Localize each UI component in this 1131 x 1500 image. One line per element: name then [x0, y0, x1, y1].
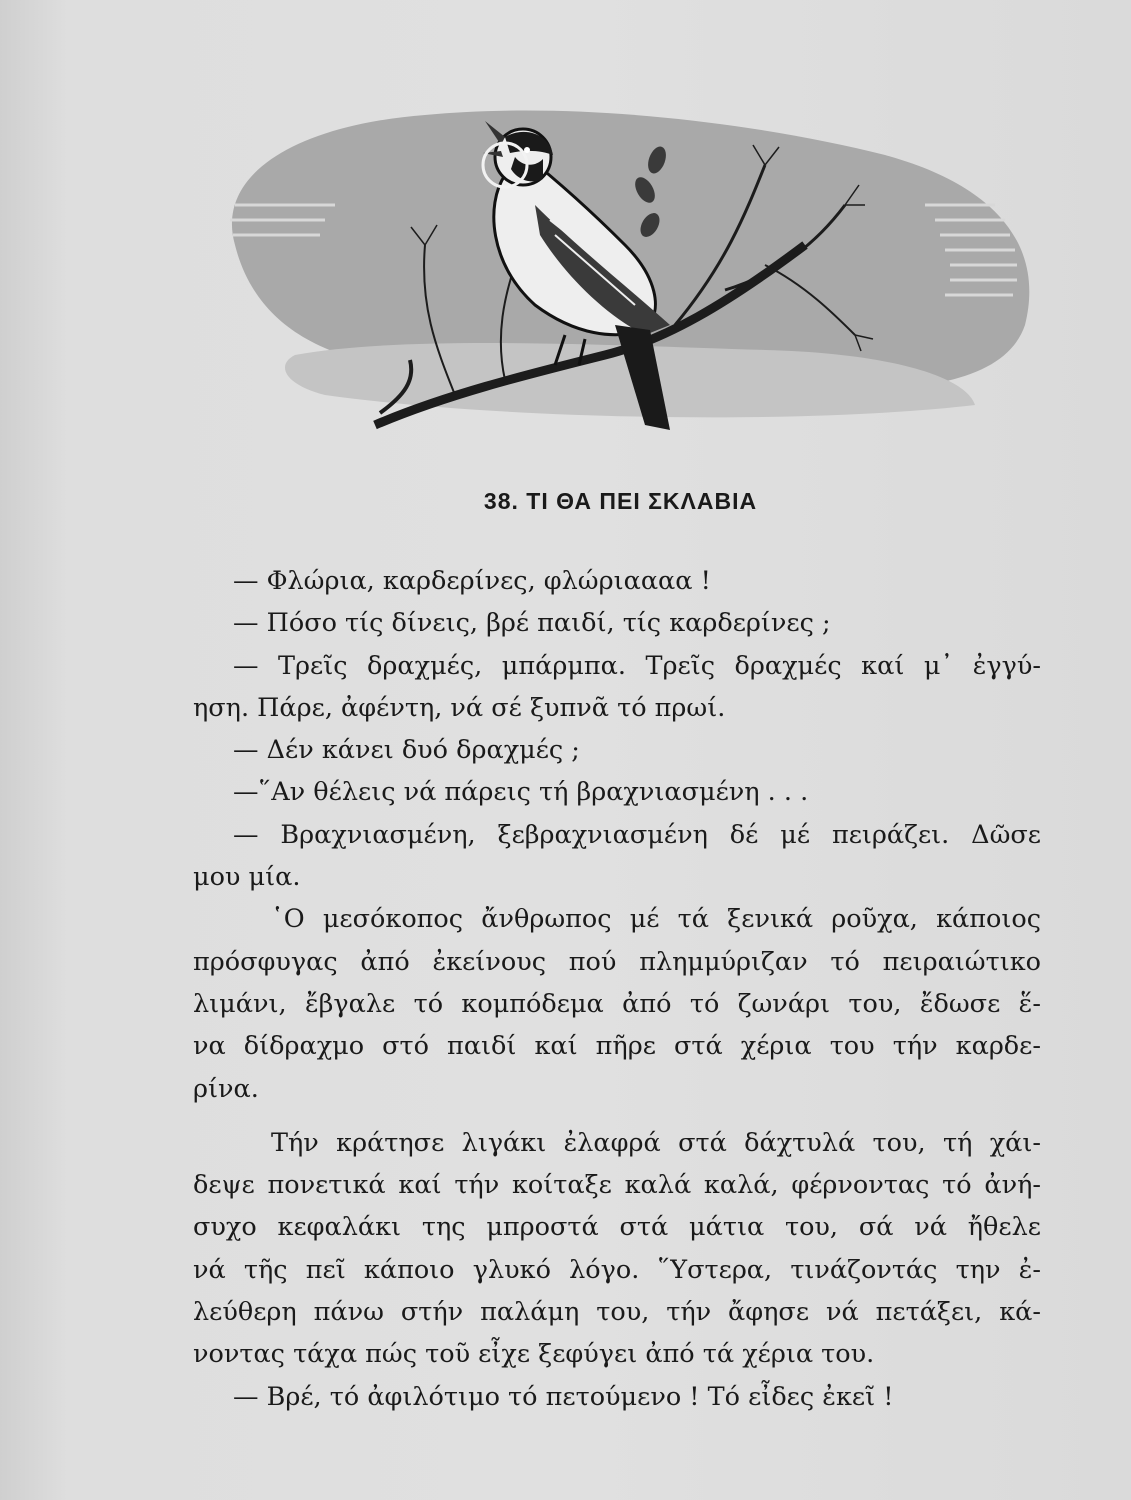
text-line: δεψε πονετικά καί τήν κοίταξε καλά καλά, φέρνοντας τό ἀνή- [193, 1170, 1041, 1201]
text-line: μου μία. [193, 862, 301, 893]
text-line: —῞Αν θέλεις νά πάρεις τή βραχνιασμένη . . . [233, 777, 809, 808]
text-line: να δίδραχμο στό παιδί καί πῆρε στά χέρια του τήν καρδε- [193, 1031, 1041, 1062]
text-line: — Πόσο τίς δίνεις, βρέ παιδί, τίς καρδερίνες ; [233, 608, 831, 639]
text-line: νά τῆς πεῖ κάποιο γλυκό λόγο. ῞Υστερα, τινάζοντάς την ἐ- [193, 1254, 1041, 1285]
text-line: — Βραχνιασμένη, ξεβραχνιασμένη δέ μέ πειράζει. Δῶσε [233, 819, 1041, 850]
text-line: λιμάνι, ἔβγαλε τό κομπόδεμα ἀπό τό ζωνάρι του, ἔδωσε ἕ- [193, 988, 1041, 1019]
chapter-text [193, 560, 1041, 1418]
text-line: Τήν κράτησε λιγάκι ἐλαφρά στά δάχτυλά του, τή χάι- [271, 1127, 1041, 1158]
text-line: ρίνα. [193, 1073, 259, 1104]
text-line: — Τρεῖς δραχμές, μπάρμπα. Τρεῖς δραχμές καί μ᾽ ἐγγύ- [233, 650, 1041, 681]
text-line: νοντας τάχα πώς τοῦ εἶχε ξεφύγει ἀπό τά χέρια του. [193, 1339, 875, 1370]
text-line: — Φλώρια, καρδερίνες, φλώριαααα ! [233, 566, 711, 596]
goldfinch-on-branch-illustration [205, 95, 1035, 455]
chapter-title: 38. ΤΙ ΘΑ ΠΕΙ ΣΚΛΑΒΙΑ [483, 488, 758, 514]
text-line: λεύθερη πάνω στήν παλάμη του, τήν ἄφησε νά πετάξει, κά- [193, 1297, 1041, 1328]
text-line: συχο κεφαλάκι της μπροστά στά μάτια του, σά νά ἤθελε [193, 1212, 1041, 1243]
text-line: ηση. Πάρε, ἀφέντη, νά σέ ξυπνᾶ τό πρωί. [193, 692, 726, 723]
text-line: πρόσφυγας ἀπό ἐκείνους πού πλημμύριζαν τό πειραιώτικο [193, 946, 1041, 977]
text-line: — Βρέ, τό ἀφιλότιμο τό πετούμενο ! Τό εἶδες ἐκεῖ ! [233, 1381, 894, 1412]
text-line: ῾Ο μεσόκοπος ἄνθρωπος μέ τά ξενικά ροῦχα, κάποιος [271, 904, 1041, 935]
text-line: — Δέν κάνει δυό δραχμές ; [233, 735, 580, 766]
